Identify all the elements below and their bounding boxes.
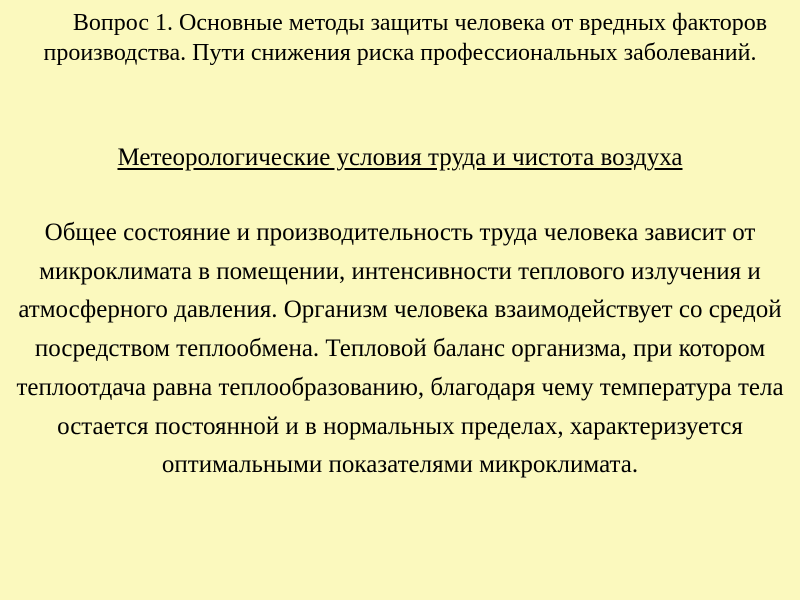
body-paragraph: Общее состояние и производительность труда человека зависит от микроклимата в помещении, интенсивности теплового излучения и атмосферного давления. Организм человека взаимодействует со средой посредством теплообмена. Тепловой баланс организма, при котором теплоотдача равна теплообразованию, благодаря чему температура тела остается постоянной и в нормальных пределах, характеризуется оптимальными показателями микроклимата.	[16, 219, 784, 479]
slide-title-text: Вопрос 1. Основные методы защиты человека от вредных факторов производства. Пути снижения риска профессиональных заболеваний.	[43, 10, 768, 66]
slide-title	[20, 8, 780, 68]
section-subtitle: Метеорологические условия труда и чистота воздуха	[117, 144, 683, 171]
